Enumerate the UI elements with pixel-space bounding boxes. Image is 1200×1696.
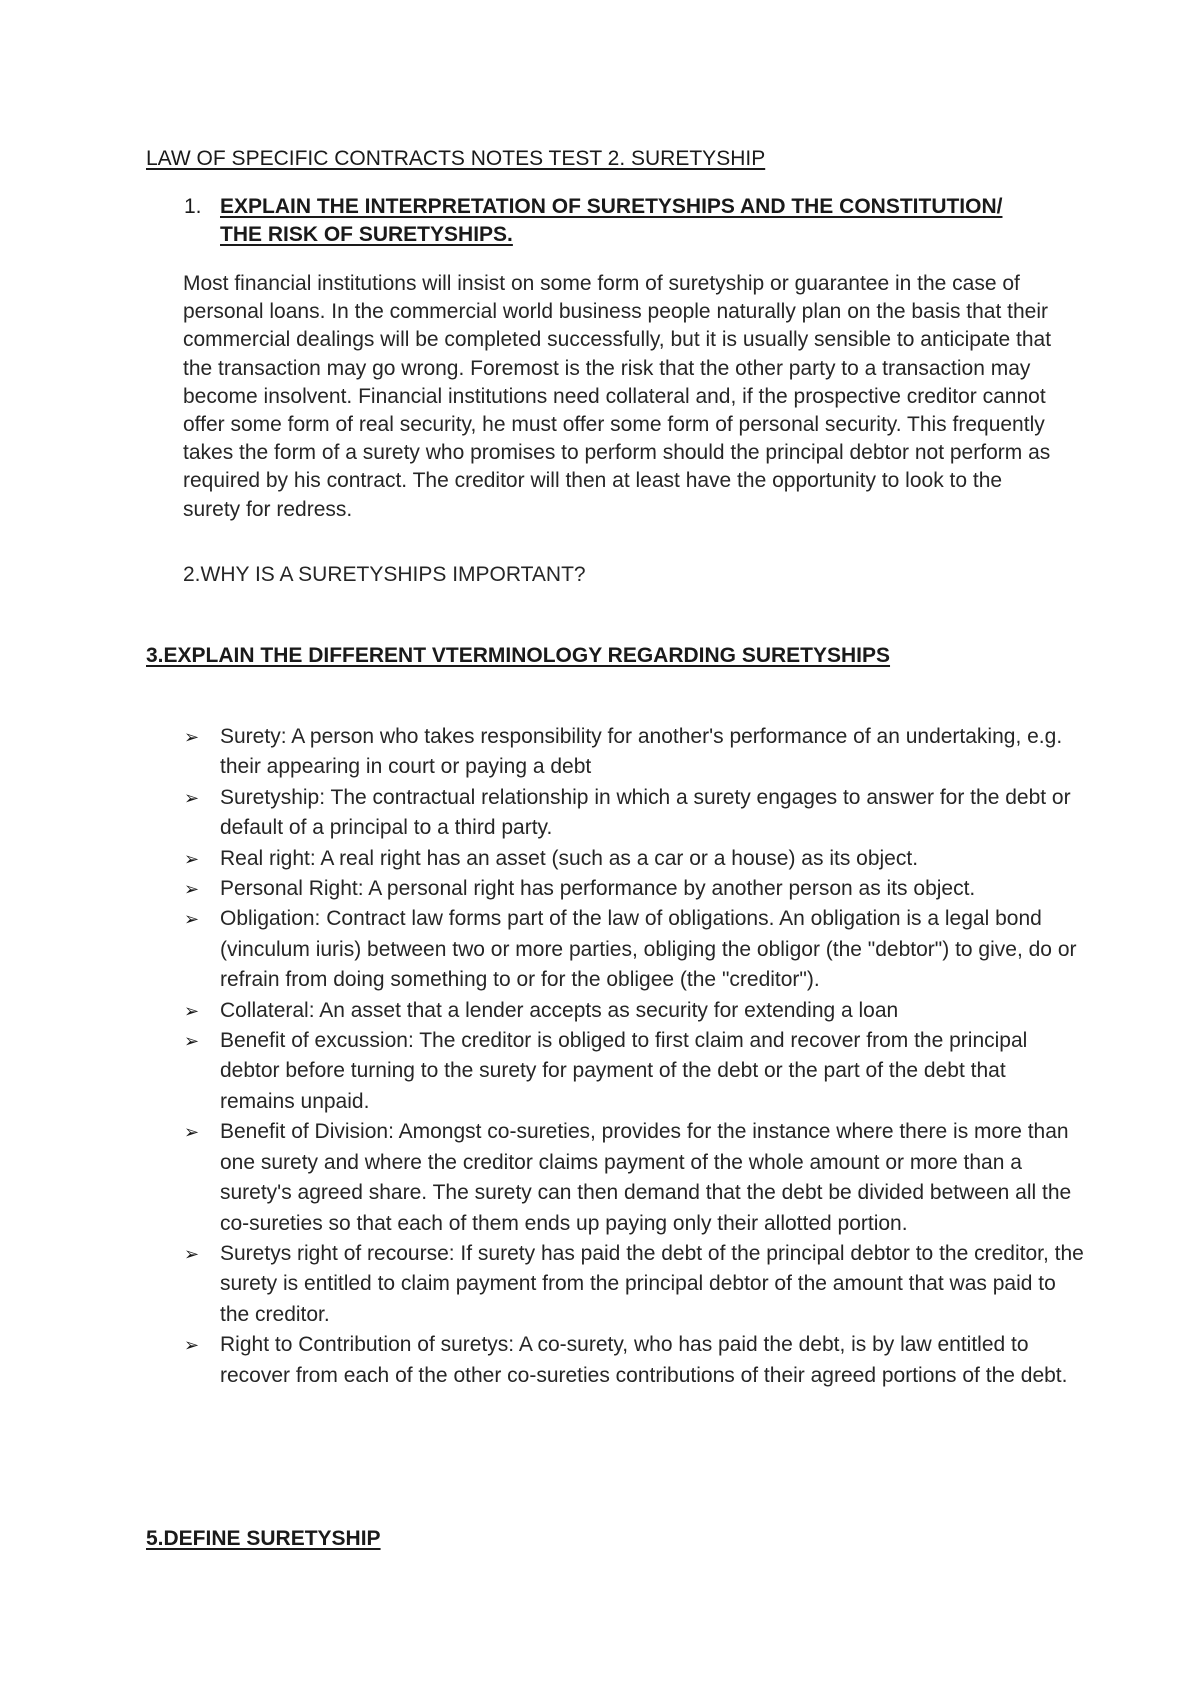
question-2-heading: 2.WHY IS A SURETYSHIPS IMPORTANT? bbox=[183, 563, 586, 586]
arrow-bullet-icon: ➢ bbox=[184, 1243, 200, 1264]
term-benefit-of-excussion: Benefit of excussion: The creditor is obliged to first claim and recover from the principal debtor before turning to the surety for payment of the debt or the part of the debt that remains unpaid. bbox=[220, 1029, 1028, 1113]
list-item bbox=[184, 996, 1084, 1026]
arrow-bullet-icon: ➢ bbox=[184, 787, 200, 808]
term-right-of-recourse: Suretys right of recourse: If surety has paid the debt of the principal debtor to the creditor, the surety is entitled to claim payment from the principal debtor of the amount that was paid to the creditor. bbox=[220, 1241, 1084, 1326]
list-item bbox=[184, 783, 1084, 844]
document-title: LAW OF SPECIFIC CONTRACTS NOTES TEST 2. SURETYSHIP bbox=[146, 147, 766, 170]
arrow-bullet-icon: ➢ bbox=[184, 909, 200, 930]
question-1-number: 1. bbox=[184, 195, 202, 218]
list-item bbox=[184, 722, 1084, 783]
arrow-bullet-icon: ➢ bbox=[184, 848, 200, 869]
arrow-bullet-icon: ➢ bbox=[184, 727, 200, 747]
terminology-list bbox=[184, 722, 1084, 1391]
question-5-heading: 5.DEFINE SURETYSHIP bbox=[146, 1527, 381, 1550]
list-item bbox=[184, 1026, 1084, 1117]
list-item bbox=[184, 1117, 1084, 1239]
arrow-bullet-icon: ➢ bbox=[184, 1335, 200, 1356]
arrow-bullet-icon: ➢ bbox=[184, 879, 200, 900]
arrow-bullet-icon: ➢ bbox=[184, 1031, 200, 1052]
term-real-right: Real right: A real right has an asset (such as a car or a house) as its object. bbox=[220, 846, 919, 870]
question-1-heading bbox=[184, 193, 1004, 249]
term-obligation: Obligation: Contract law forms part of the law of obligations. An obligation is a legal bond (vinculum iuris) between two or more parties, obliging the obligor (the "debtor") to give, do or refrain from doing something to or for the obligee (the "creditor"). bbox=[220, 907, 1077, 992]
term-suretyship: Suretyship: The contractual relationship in which a surety engages to answer for the debt or default of a principal to a third party. bbox=[220, 785, 1071, 840]
list-item bbox=[184, 874, 1084, 904]
list-item bbox=[184, 1239, 1084, 1330]
question-1-text: EXPLAIN THE INTERPRETATION OF SURETYSHIPS AND THE CONSTITUTION/ THE RISK OF SURETYSHIPS. bbox=[220, 195, 1003, 246]
list-item bbox=[184, 1330, 1084, 1391]
list-item bbox=[184, 904, 1084, 995]
answer-1-paragraph: Most financial institutions will insist on some form of suretyship or guarantee in the case of personal loans. In the commercial world business people naturally plan on the basis that their commercial dealings will be completed successfully, but it is usually sensible to anticipate that the transaction may go wrong. Foremost is the risk that the other party to a transaction may become insolvent. Financial institutions need collateral and, if the prospective creditor cannot offer some form of real security, he must offer some form of personal security. This frequently takes the form of a surety who promises to perform should the principal debtor not perform as required by his contract. The creditor will then at least have the opportunity to look to the surety for redress. bbox=[183, 272, 1052, 521]
term-right-to-contribution: Right to Contribution of suretys: A co-surety, who has paid the debt, is by law entitled to recover from each of the other co-sureties contributions of their agreed portions of the debt. bbox=[220, 1333, 1068, 1387]
arrow-bullet-icon: ➢ bbox=[184, 1000, 200, 1021]
term-collateral: Collateral: An asset that a lender accepts as security for extending a loan bbox=[220, 998, 899, 1022]
question-3-heading: 3.EXPLAIN THE DIFFERENT VTERMINOLOGY REGARDING SURETYSHIPS bbox=[146, 644, 891, 667]
term-personal-right: Personal Right: A personal right has performance by another person as its object. bbox=[220, 877, 976, 901]
list-item bbox=[184, 844, 1084, 874]
term-surety: Surety: A person who takes responsibility for another's performance of an undertaking, e.g. their appearing in court or paying a debt bbox=[220, 725, 1063, 779]
arrow-bullet-icon: ➢ bbox=[184, 1122, 200, 1143]
term-benefit-of-division: Benefit of Division: Amongst co-sureties, provides for the instance where there is more than one surety and where the creditor claims payment of the whole amount or more than a surety's agreed share. The surety can then demand that the debt be divided between all the co-sureties so that each of them ends up paying only their allotted portion. bbox=[220, 1120, 1072, 1235]
